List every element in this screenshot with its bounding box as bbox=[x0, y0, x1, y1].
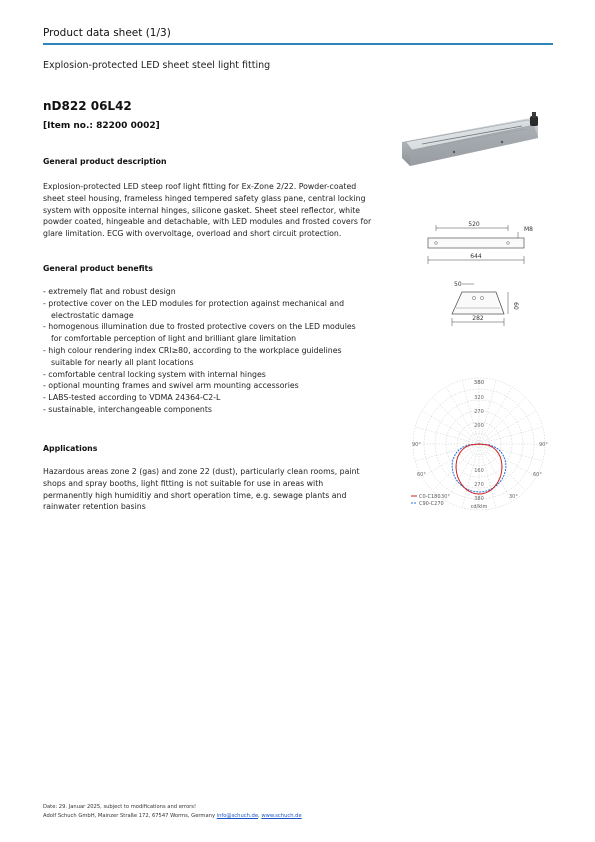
polar-angle-90-right: 90° bbox=[539, 442, 548, 448]
description-text: Explosion-protected LED steep roof light fitting for Ex-Zone 2/22. Powder-coated sheet steel housing, frameless hinged tempered safety glass pane, central locking system with opposite internal hinges, silicone gasket. Sheet steel reflector, white powder coated, hingeable and detachable, with LED modules and frosted covers for glare limitation. ECG with overvoltage, overload and short circuit protection. bbox=[43, 182, 372, 239]
polar-angle-60-left: 60° bbox=[417, 472, 426, 478]
polar-ring-label: 380 bbox=[474, 496, 484, 502]
polar-grid-spoke bbox=[422, 411, 479, 444]
benefit-item: - LABS-tested according to VDMA 24364-C2-L bbox=[43, 392, 368, 404]
polar-angle-30-right: 30° bbox=[509, 494, 518, 500]
applications-heading: Applications bbox=[43, 444, 98, 453]
polar-ring-label: 270 bbox=[474, 482, 484, 488]
footer-address bbox=[43, 813, 302, 819]
polar-grid-spoke bbox=[415, 444, 479, 461]
polar-top-label: 380 bbox=[473, 380, 485, 386]
dimension-644-label: 644 bbox=[470, 253, 482, 260]
item-number: [Item no.: 82200 0002] bbox=[43, 121, 160, 131]
benefit-item: - homogenous illumination due to frosted protective covers on the LED modules for comfortable perception of light and brilliant glare limitation bbox=[43, 321, 368, 345]
dimension-520-label: 520 bbox=[468, 221, 480, 228]
polar-grid-spoke bbox=[479, 411, 536, 444]
polar-ring-label: 160 bbox=[474, 468, 484, 474]
polar-angle-90-left: 90° bbox=[412, 442, 421, 448]
footer-separator: , bbox=[258, 813, 262, 819]
benefit-item: - optional mounting frames and swivel arm mounting accessories bbox=[43, 380, 368, 392]
polar-ring-label: 270 bbox=[474, 409, 484, 415]
polar-angle-30-left: 30° bbox=[441, 494, 450, 500]
description-heading: General product description bbox=[43, 157, 167, 166]
polar-grid-spoke bbox=[422, 444, 479, 477]
polar-ring-label: 200 bbox=[474, 423, 484, 429]
dimension-60-label: 60 bbox=[512, 302, 519, 310]
benefit-item: - sustainable, interchangeable components bbox=[43, 404, 368, 416]
polar-grid-spoke bbox=[479, 444, 543, 461]
polar-grid-spoke bbox=[479, 444, 536, 477]
product-model: nD822 06L42 bbox=[43, 99, 132, 113]
dimension-m8-label: M8 bbox=[524, 226, 533, 233]
benefits-list-container bbox=[43, 286, 368, 416]
header-divider bbox=[43, 43, 553, 45]
polar-grid-spoke bbox=[479, 397, 526, 444]
dimension-drawing-side bbox=[418, 220, 536, 272]
document-header-title: Product data sheet (1/3) bbox=[43, 27, 171, 39]
legend-c90-label: C90-C270 bbox=[419, 501, 444, 507]
polar-grid-spoke bbox=[479, 444, 512, 501]
benefits-heading: General product benefits bbox=[43, 264, 153, 273]
footer-email-link[interactable]: info@schuch.de bbox=[216, 813, 259, 819]
polar-angle-60-right: 60° bbox=[533, 472, 542, 478]
dimension-drawing-section bbox=[444, 278, 524, 336]
benefits-list bbox=[43, 286, 368, 416]
benefit-item: - high colour rendering index CRI≥80, according to the workplace guidelines suitable for nearly all plant locations bbox=[43, 345, 368, 369]
footer-web-link[interactable]: www.schuch.de bbox=[261, 813, 302, 819]
product-subtitle: Explosion-protected LED sheet steel light fitting bbox=[43, 60, 271, 71]
polar-unit-label: cd/klm bbox=[470, 504, 488, 510]
benefit-item: - extremely flat and robust design bbox=[43, 286, 368, 298]
legend-c0-label: C0-C180 bbox=[419, 494, 441, 500]
polar-ring-label: 320 bbox=[474, 395, 484, 401]
benefit-item: - protective cover on the LED modules for protection against mechanical and electrostatic damage bbox=[43, 298, 368, 322]
footer-date: Date: 29. Januar 2025, subject to modifications and errors! bbox=[43, 804, 197, 810]
applications-text: Hazardous areas zone 2 (gas) and zone 22 (dust), particularly clean rooms, paint shops and spray booths, light fitting is not suitable for use in areas with permanently high humiditiy and short operation time, e.g. sewage plants and rainwater retention basins bbox=[43, 467, 360, 512]
dimension-282-label: 282 bbox=[472, 315, 484, 322]
polar-grid-spoke bbox=[432, 397, 479, 444]
benefit-item: - comfortable central locking system with internal hinges bbox=[43, 369, 368, 381]
dimension-50-label: 50 bbox=[454, 281, 462, 288]
product-photo bbox=[398, 108, 544, 174]
polar-light-distribution bbox=[405, 372, 553, 512]
footer-company: Adolf Schuch GmbH, Mainzer Straße 172, 67547 Worms, Germany bbox=[43, 813, 217, 819]
polar-grid-spoke bbox=[479, 387, 512, 444]
